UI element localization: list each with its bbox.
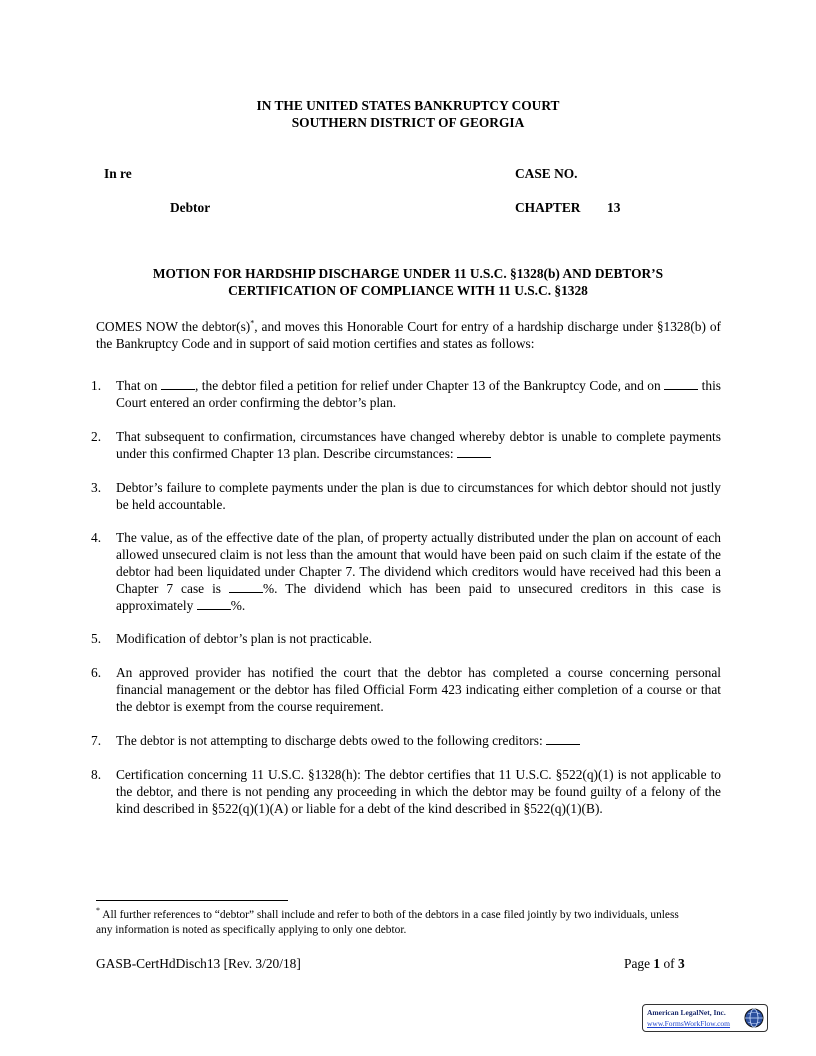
list-item-number: 1. (91, 378, 102, 393)
list-item-7 (91, 732, 721, 749)
footnote (96, 908, 686, 938)
list-item-5 (91, 630, 721, 647)
chapter-value: 13 (607, 200, 621, 215)
item-text: The debtor is not attempting to discharge debts owed to the following creditors: (116, 733, 547, 748)
item-text: Debtor’s failure to complete payments under the plan is due to circumstances for which debtor should not justly be held accountable. (116, 480, 721, 512)
logo-url-link[interactable]: www.FormsWorkFlow.com (647, 1019, 731, 1028)
footnote-ref-mark: * (250, 318, 255, 328)
court-name: IN THE UNITED STATES BANKRUPTCY COURT (256, 98, 560, 113)
list-item-8 (91, 766, 721, 817)
district-name: SOUTHERN DISTRICT OF GEORGIA (291, 115, 525, 130)
petition-date-blank[interactable] (161, 377, 195, 390)
page-number: 1 (653, 956, 661, 971)
list-item-number: 3. (91, 480, 102, 495)
page-of: of (660, 956, 678, 971)
list-item-2 (91, 428, 721, 462)
intro-text-post: , and moves this Honorable Court for entry of a hardship discharge under §1328(b) of the Bankruptcy Code and in support of said motion certifies and states as follows: (96, 319, 721, 351)
list-item-3 (91, 479, 721, 513)
item-text: Modification of debtor’s plan is not practicable. (116, 631, 372, 646)
paid-dividend-blank[interactable] (197, 597, 231, 610)
item-text: Certification concerning 11 U.S.C. §1328(h): The debtor certifies that 11 U.S.C. §522(q)(1) is not applicable to the debtor, and there is not pending any proceeding in which the debtor may be found guilty of a felony of the kind described in §522(q)(1)(A) or liable for a debt of the kind described in §522(q)(1)(B). (116, 767, 721, 816)
motion-title-line2: CERTIFICATION OF COMPLIANCE WITH 11 U.S.C. §1328 (228, 283, 588, 298)
in-re-label: In re (104, 166, 132, 181)
motion-title-line1: MOTION FOR HARDSHIP DISCHARGE UNDER 11 U.S.C. §1328(b) AND DEBTOR’S (152, 266, 664, 281)
footnote-separator (96, 900, 288, 901)
list-item-number: 2. (91, 429, 102, 444)
case-no-label: CASE NO. (515, 166, 578, 181)
item-text: this Court entered an order confirming the debtor’s plan. (116, 378, 722, 410)
item-text: An approved provider has notified the court that the debtor has completed a course concerning personal financial management or the debtor has filed Official Form 423 indicating either completion of a course or that the debtor is exempt from the course requirement. (116, 665, 721, 714)
list-item-6 (91, 664, 721, 715)
item-text: That on (116, 378, 161, 393)
intro-paragraph (96, 318, 721, 352)
form-id: GASB-CertHdDisch13 [Rev. 3/20/18] (96, 956, 301, 971)
intro-text-pre: COMES NOW the debtor(s) (96, 319, 251, 334)
footnote-text: All further references to “debtor” shall include and refer to both of the debtors in a case filed jointly by two individuals, unless any information is noted as specifically applying to only one debtor. (96, 909, 679, 936)
list-item-number: 4. (91, 530, 102, 545)
page-label: Page (624, 956, 654, 971)
chapter-label: CHAPTER (515, 200, 581, 215)
item-text: , the debtor filed a petition for relief under Chapter 13 of the Bankruptcy Code, and on (194, 378, 665, 393)
list-item-1 (91, 377, 721, 411)
footnote-mark: * (96, 906, 100, 916)
list-item-number: 7. (91, 733, 102, 748)
circumstances-blank[interactable] (457, 445, 491, 458)
debtor-label: Debtor (170, 200, 211, 215)
confirmation-date-blank[interactable] (664, 377, 698, 390)
list-item-number: 5. (91, 631, 102, 646)
list-item-number: 8. (91, 767, 102, 782)
american-legalnet-logo[interactable] (642, 1004, 768, 1032)
globe-icon (744, 1008, 764, 1028)
item-text: The value, as of the effective date of the plan, of property actually distributed under the plan on account of each allowed unsecured claim is not less than the amount that would have been paid on such claim if the estate of the debtor had been liquidated under Chapter 7. The dividend which creditors would have received had this been a Chapter 7 case is (116, 530, 721, 596)
item-text: That subsequent to confirmation, circumstances have changed whereby debtor is unable to complete payments under this confirmed Chapter 13 plan. Describe circumstances: (116, 429, 721, 461)
chapter7-dividend-blank[interactable] (229, 580, 263, 593)
list-item-4 (91, 529, 721, 614)
logo-company: American LegalNet, Inc. (647, 1008, 726, 1017)
item-text: %. The dividend which has been paid to unsecured creditors in this case is approximately (116, 581, 721, 613)
item-text: %. (230, 598, 246, 613)
page-total: 3 (677, 956, 685, 971)
list-item-number: 6. (91, 665, 102, 680)
page-indicator (624, 955, 685, 972)
creditors-blank[interactable] (546, 732, 580, 745)
